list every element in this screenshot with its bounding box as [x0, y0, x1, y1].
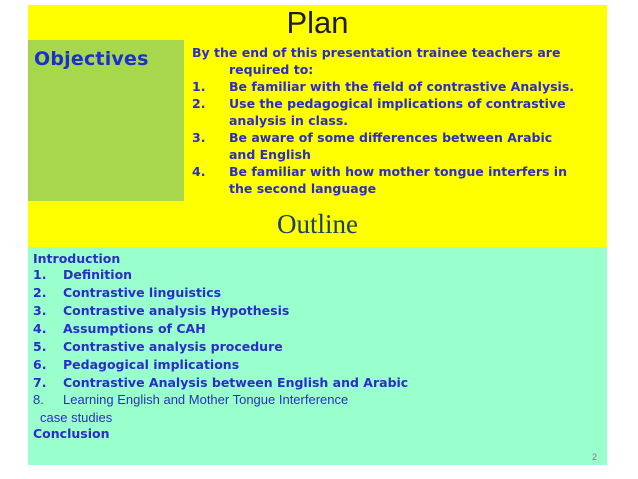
outline-item: [33, 375, 408, 391]
objective-text: [229, 78, 602, 95]
objectives-label-panel: [28, 40, 184, 201]
outline-text: Contrastive analysis Hypothesis: [63, 303, 290, 318]
objectives-intro-line1: By the end of this presentation trainee teachers are: [192, 45, 561, 60]
objective-text: [229, 129, 602, 163]
outline-text: Definition: [63, 267, 133, 282]
objectives-intro: [192, 44, 602, 78]
objective-item: [192, 78, 602, 95]
objective-number: 4.: [192, 164, 206, 179]
outline-number: 7.: [33, 375, 47, 390]
outline-text: Contrastive analysis procedure: [63, 339, 283, 354]
outline-number: 1.: [33, 267, 47, 282]
objective-text: [229, 163, 602, 197]
objectives-intro-line2: required to:: [229, 62, 314, 77]
objective-number: 1.: [192, 79, 206, 94]
outline-item: [33, 303, 289, 319]
outline-item: [33, 339, 283, 355]
objective-line: Use the pedagogical implications of contrastive: [229, 96, 566, 111]
objective-number: 2.: [192, 96, 206, 111]
outline-title: Outline: [28, 201, 607, 247]
outline-conclusion: Conclusion: [33, 426, 110, 441]
outline-text: Assumptions of CAH: [63, 321, 206, 336]
objective-line: analysis in class.: [229, 113, 349, 128]
objectives-content-panel: [184, 40, 607, 201]
outline-number: 3.: [33, 303, 47, 318]
outline-item: [33, 357, 239, 373]
objective-item: [192, 129, 602, 163]
outline-number: 2.: [33, 285, 47, 300]
objectives-heading: Objectives: [34, 48, 149, 70]
objective-number: 3.: [192, 130, 206, 145]
objective-line: the second language: [229, 181, 377, 196]
outline-text: Contrastive linguistics: [63, 285, 222, 300]
outline-panel: [28, 247, 607, 465]
outline-item: [33, 321, 206, 337]
objective-line: and English: [229, 147, 311, 162]
outline-number: 5.: [33, 339, 47, 354]
outline-introduction: Introduction: [33, 251, 121, 266]
page-number: 2: [592, 452, 598, 462]
objective-line: Be familiar with the field of contrastive Analysis.: [229, 79, 575, 94]
objective-line: Be aware of some differences between Arabic: [229, 130, 553, 145]
objective-line: Be familiar with how mother tongue interfers in: [229, 164, 567, 179]
outline-item: [33, 392, 348, 408]
objective-text: [229, 95, 602, 129]
outline-number: 4.: [33, 321, 47, 336]
outline-text: Learning English and Mother Tongue Interference: [63, 392, 349, 407]
outline-item: [33, 285, 221, 301]
outline-number: 6.: [33, 357, 47, 372]
objectives-list: [192, 78, 602, 197]
objective-item: [192, 95, 602, 129]
outline-text: Pedagogical implications: [63, 357, 240, 372]
outline-text: Contrastive Analysis between English and Arabic: [63, 375, 409, 390]
outline-item-continuation: case studies: [40, 410, 113, 425]
objective-item: [192, 163, 602, 197]
outline-item: [33, 267, 132, 283]
outline-number: 8.: [33, 392, 44, 407]
plan-title: Plan: [28, 5, 607, 40]
